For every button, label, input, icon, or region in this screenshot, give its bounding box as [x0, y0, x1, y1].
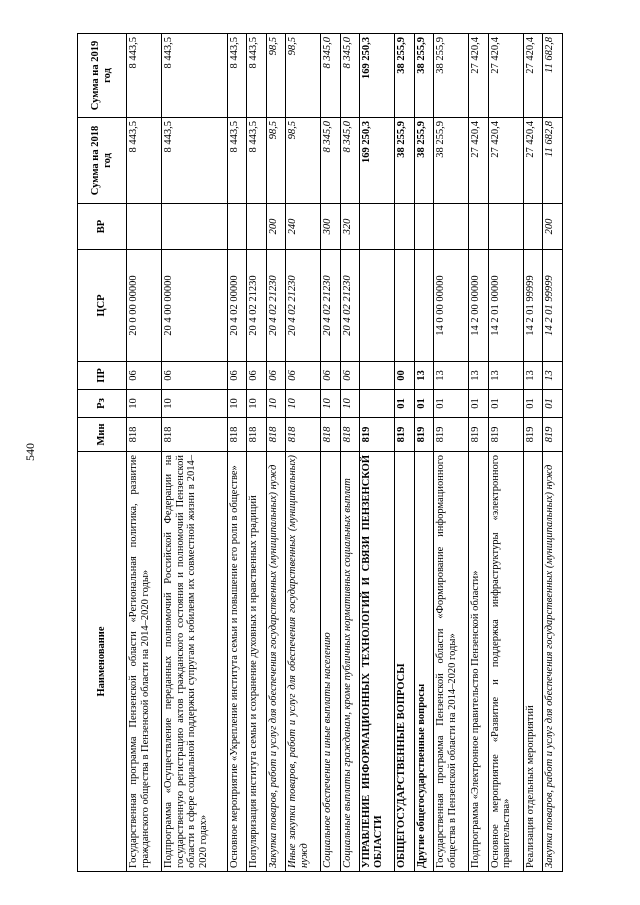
cell-rz: 01 [434, 389, 469, 417]
cell-csr: 14 2 01 99999 [523, 249, 543, 361]
cell-name: ОБЩЕГОСУДАРСТВЕННЫЕ ВОПРОСЫ [395, 451, 415, 871]
cell-sum2019: 38 255,9 [395, 33, 415, 117]
cell-min: 819 [469, 417, 489, 451]
cell-min: 819 [360, 417, 395, 451]
cell-name: Реализация отдельных мероприятий [523, 451, 543, 871]
cell-sum2019: 98,5 [266, 33, 286, 117]
budget-table [77, 33, 563, 872]
table-row [488, 33, 523, 871]
cell-min: 819 [543, 417, 563, 451]
cell-pr: 13 [469, 361, 489, 389]
cell-sum2018: 38 255,9 [395, 117, 415, 203]
cell-vr [469, 203, 489, 249]
cell-rz: 01 [488, 389, 523, 417]
cell-vr [488, 203, 523, 249]
cell-min: 819 [414, 417, 434, 451]
table-row [543, 33, 563, 871]
cell-pr: 06 [340, 361, 360, 389]
cell-pr: 06 [127, 361, 162, 389]
cell-pr: 13 [523, 361, 543, 389]
cell-min: 818 [340, 417, 360, 451]
cell-sum2019: 38 255,9 [434, 33, 469, 117]
cell-sum2019: 8 443,5 [227, 33, 247, 117]
cell-rz: 01 [543, 389, 563, 417]
header-rz: Рз [78, 389, 127, 417]
cell-vr [247, 203, 267, 249]
cell-sum2019: 8 443,5 [247, 33, 267, 117]
cell-pr: 06 [286, 361, 321, 389]
cell-name: Государственная программа Пензенской области «Региональная политика, развитие гражданского общества в Пензенской области на 2014–2020 годы» [127, 451, 162, 871]
cell-vr [414, 203, 434, 249]
cell-name: Государственная программа Пензенской области «Формирование информационного общества в Пензенской области на 2014–2020 годы» [434, 451, 469, 871]
cell-name: Социальное обеспечение и иные выплаты населению [321, 451, 341, 871]
cell-sum2019: 98,5 [286, 33, 321, 117]
cell-name: Иные закупки товаров, работ и услуг для обеспечения государственных (муниципальных) нужд [286, 451, 321, 871]
cell-sum2019: 27 420,4 [469, 33, 489, 117]
cell-sum2018: 27 420,4 [488, 117, 523, 203]
cell-csr [395, 249, 415, 361]
cell-rz: 01 [395, 389, 415, 417]
cell-csr: 20 4 02 21230 [286, 249, 321, 361]
cell-vr [523, 203, 543, 249]
cell-rz: 10 [286, 389, 321, 417]
cell-pr: 13 [414, 361, 434, 389]
header-vr: ВР [78, 203, 127, 249]
cell-sum2018: 8 443,5 [127, 117, 162, 203]
cell-rz: 10 [340, 389, 360, 417]
cell-sum2018: 8 345,0 [321, 117, 341, 203]
cell-rz: 10 [247, 389, 267, 417]
cell-vr [434, 203, 469, 249]
table-row [523, 33, 543, 871]
cell-sum2018: 98,5 [266, 117, 286, 203]
cell-sum2018: 8 443,5 [161, 117, 227, 203]
cell-min: 819 [523, 417, 543, 451]
cell-vr [127, 203, 162, 249]
cell-sum2018: 38 255,9 [414, 117, 434, 203]
header-min: Мин [78, 417, 127, 451]
cell-sum2019: 8 345,0 [340, 33, 360, 117]
cell-sum2019: 8 443,5 [161, 33, 227, 117]
cell-vr: 200 [266, 203, 286, 249]
cell-rz: 10 [161, 389, 227, 417]
cell-csr: 14 2 00 00000 [469, 249, 489, 361]
cell-sum2018: 27 420,4 [523, 117, 543, 203]
cell-min: 818 [321, 417, 341, 451]
cell-min: 819 [434, 417, 469, 451]
cell-min: 819 [395, 417, 415, 451]
cell-min: 818 [127, 417, 162, 451]
cell-pr: 06 [227, 361, 247, 389]
cell-sum2018: 8 345,0 [340, 117, 360, 203]
cell-min: 818 [161, 417, 227, 451]
cell-csr [360, 249, 395, 361]
cell-sum2018: 8 443,5 [227, 117, 247, 203]
cell-vr [227, 203, 247, 249]
table-body [127, 33, 563, 871]
cell-csr: 14 0 00 00000 [434, 249, 469, 361]
table-header-row [78, 33, 127, 871]
cell-rz [360, 389, 395, 417]
cell-csr [414, 249, 434, 361]
cell-name: Популяризация института семьи и сохранение духовных и нравственных традиций [247, 451, 267, 871]
table-row [127, 33, 162, 871]
cell-sum2018: 27 420,4 [469, 117, 489, 203]
cell-pr: 00 [395, 361, 415, 389]
cell-name: Подпрограмма «Электронное правительство Пензенской области» [469, 451, 489, 871]
cell-sum2018: 38 255,9 [434, 117, 469, 203]
cell-rz: 10 [266, 389, 286, 417]
table-row [247, 33, 267, 871]
cell-csr: 20 4 00 00000 [161, 249, 227, 361]
cell-rz: 10 [227, 389, 247, 417]
cell-rz: 10 [127, 389, 162, 417]
cell-vr [395, 203, 415, 249]
cell-pr: 13 [543, 361, 563, 389]
cell-sum2019: 27 420,4 [523, 33, 543, 117]
cell-rz: 10 [321, 389, 341, 417]
cell-vr [161, 203, 227, 249]
cell-csr: 14 2 01 00000 [488, 249, 523, 361]
cell-pr: 06 [247, 361, 267, 389]
table-row [321, 33, 341, 871]
table-row [434, 33, 469, 871]
table-row [469, 33, 489, 871]
cell-sum2019: 8 443,5 [127, 33, 162, 117]
cell-sum2019: 38 255,9 [414, 33, 434, 117]
table-row [395, 33, 415, 871]
cell-pr [360, 361, 395, 389]
cell-csr: 14 2 01 99999 [543, 249, 563, 361]
cell-min: 819 [488, 417, 523, 451]
cell-sum2018: 169 250,3 [360, 117, 395, 203]
cell-name: Социальные выплаты гражданам, кроме публичных нормативных социальных выплат [340, 451, 360, 871]
header-sum-2018: Сумма на 2018 год [78, 117, 127, 203]
cell-vr: 300 [321, 203, 341, 249]
cell-name: Закупка товаров, работ и услуг для обеспечения государственных (муниципальных) нужд [266, 451, 286, 871]
cell-pr: 13 [434, 361, 469, 389]
cell-csr: 20 0 00 00000 [127, 249, 162, 361]
cell-sum2019: 169 250,3 [360, 33, 395, 117]
cell-sum2018: 98,5 [286, 117, 321, 203]
table-row [286, 33, 321, 871]
table-row [340, 33, 360, 871]
cell-rz: 01 [414, 389, 434, 417]
table-row [227, 33, 247, 871]
table-row [266, 33, 286, 871]
table-row [161, 33, 227, 871]
cell-name: Основное мероприятие «Укрепление института семьи и повышение его роли в обществе» [227, 451, 247, 871]
cell-min: 818 [227, 417, 247, 451]
cell-name: УПРАВЛЕНИЕ ИНФОРМАЦИОННЫХ ТЕХНОЛОГИЙ И СВЯЗИ ПЕНЗЕНСКОЙ ОБЛАСТИ [360, 451, 395, 871]
page-number: 540 [23, 443, 37, 461]
cell-name: Подпрограмма «Осуществление переданных полномочий Российской Федерации на государственную регистрацию актов гражданского состояния и полномочий Пензенской области в сфере социальной поддержки супругам к юбилеям их совместной жизни в 2014–2020 годах» [161, 451, 227, 871]
cell-vr: 320 [340, 203, 360, 249]
cell-min: 818 [266, 417, 286, 451]
table-row [414, 33, 434, 871]
header-sum-2019: Сумма на 2019 год [78, 33, 127, 117]
cell-vr: 200 [543, 203, 563, 249]
cell-rz: 01 [523, 389, 543, 417]
cell-name: Основное мероприятие «Развитие и поддержка инфраструктуры «электронного правительства» [488, 451, 523, 871]
rotated-page-content [77, 34, 563, 872]
cell-min: 818 [286, 417, 321, 451]
cell-pr: 13 [488, 361, 523, 389]
cell-csr: 20 4 02 00000 [227, 249, 247, 361]
header-csr: ЦСР [78, 249, 127, 361]
cell-csr: 20 4 02 21230 [340, 249, 360, 361]
cell-vr: 240 [286, 203, 321, 249]
cell-sum2019: 8 345,0 [321, 33, 341, 117]
cell-min: 818 [247, 417, 267, 451]
cell-rz: 01 [469, 389, 489, 417]
cell-pr: 06 [161, 361, 227, 389]
cell-sum2019: 27 420,4 [488, 33, 523, 117]
cell-sum2018: 11 682,8 [543, 117, 563, 203]
cell-name: Другие общегосударственные вопросы [414, 451, 434, 871]
cell-csr: 20 4 02 21230 [321, 249, 341, 361]
cell-sum2019: 11 682,8 [543, 33, 563, 117]
cell-name: Закупка товаров, работ и услуг для обеспечения государственных (муниципальных) нужд [543, 451, 563, 871]
header-name: Наименование [78, 451, 127, 871]
header-pr: ПР [78, 361, 127, 389]
cell-vr [360, 203, 395, 249]
cell-csr: 20 4 02 21230 [247, 249, 267, 361]
cell-pr: 06 [266, 361, 286, 389]
cell-csr: 20 4 02 21230 [266, 249, 286, 361]
cell-pr: 06 [321, 361, 341, 389]
table-row [360, 33, 395, 871]
cell-sum2018: 8 443,5 [247, 117, 267, 203]
